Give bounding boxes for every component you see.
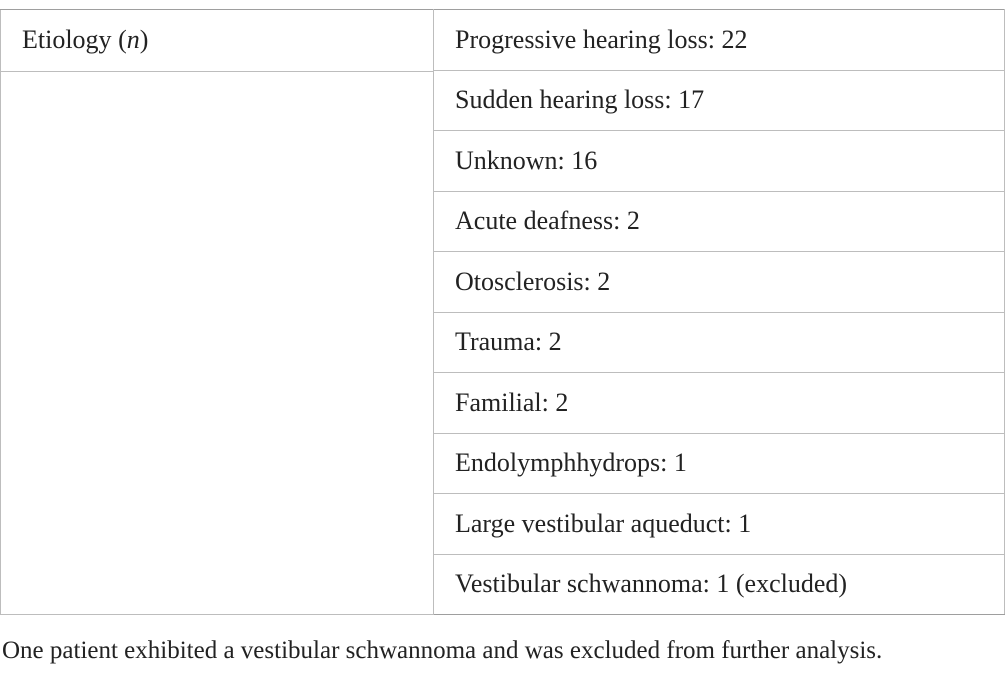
etiology-header-cell — [1, 10, 434, 615]
etiology-cell-sudden: Sudden hearing loss: 17 — [434, 70, 1005, 131]
etiology-cell-unknown: Unknown: 16 — [434, 131, 1005, 192]
header-paren-close: ) — [139, 25, 149, 55]
header-divider — [0, 71, 434, 72]
etiology-cell-acute-deafness: Acute deafness: 2 — [434, 191, 1005, 252]
header-label-text: Etiology — [22, 25, 112, 55]
etiology-header-label — [22, 10, 433, 71]
etiology-table — [0, 9, 1005, 615]
etiology-cell-progressive: Progressive hearing loss: 22 — [434, 10, 1005, 71]
etiology-cell-endolymphhydrops: Endolymphhydrops: 1 — [434, 433, 1005, 494]
etiology-cell-vestibular-schwannoma: Vestibular schwannoma: 1 (excluded) — [434, 554, 1005, 615]
etiology-cell-trauma: Trauma: 2 — [434, 312, 1005, 373]
etiology-cell-large-vestibular-aqueduct: Large vestibular aqueduct: 1 — [434, 494, 1005, 555]
etiology-table-container — [0, 9, 1005, 615]
etiology-cell-familial: Familial: 2 — [434, 373, 1005, 434]
table-footnote: One patient exhibited a vestibular schwannoma and was excluded from further analysis. — [2, 637, 883, 664]
header-variable-n: n — [126, 25, 140, 55]
table-row — [1, 10, 1005, 71]
header-paren-open: ( — [118, 25, 127, 55]
etiology-cell-otosclerosis: Otosclerosis: 2 — [434, 252, 1005, 313]
